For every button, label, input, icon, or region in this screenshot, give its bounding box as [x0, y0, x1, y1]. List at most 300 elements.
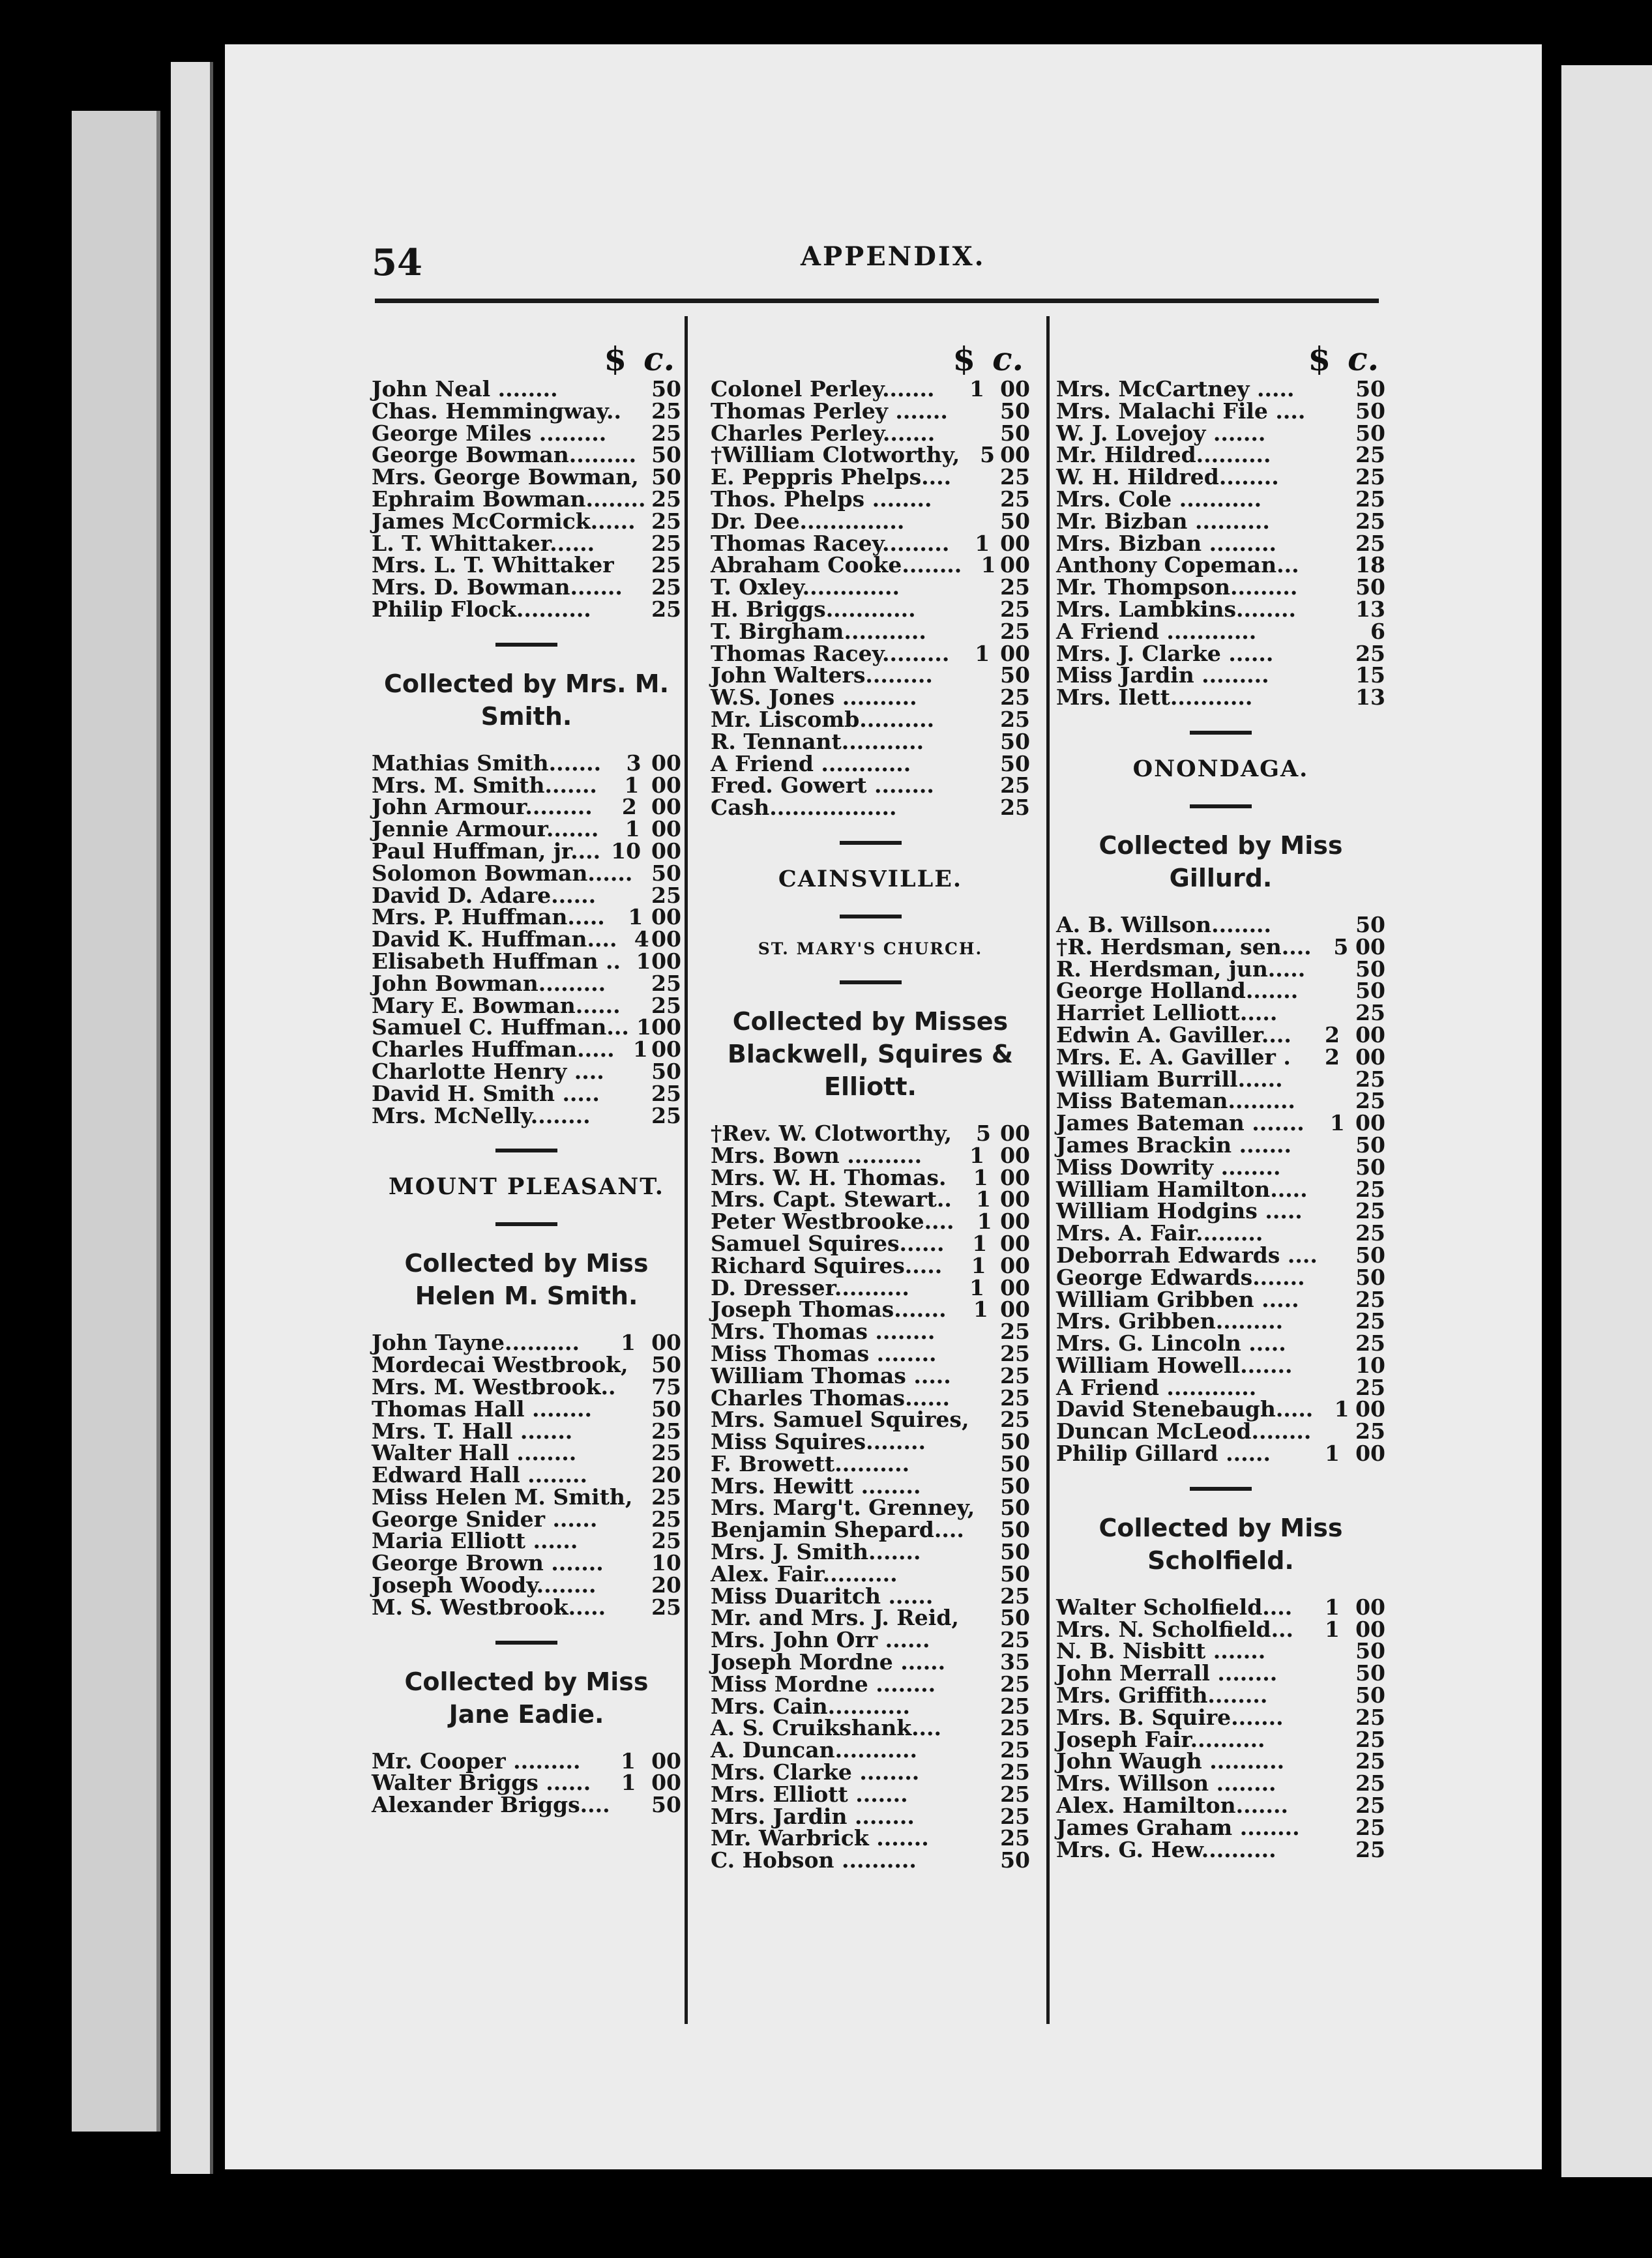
donor-cents: 25: [1355, 1220, 1385, 1246]
donor-cents: 25: [1355, 508, 1385, 534]
donor-entry: [711, 1387, 1030, 1409]
donor-cents: 25: [1000, 1583, 1030, 1609]
donor-entry: [1056, 1420, 1385, 1443]
column-2: [711, 332, 1030, 1871]
donor-dollars: 1: [975, 1186, 991, 1212]
donor-name: Joseph Mordne ......: [711, 1649, 946, 1675]
donor-entry: [1056, 1046, 1385, 1068]
facing-page-edge: [1561, 65, 1652, 2177]
donor-cents: 6: [1370, 618, 1385, 644]
donor-cents: 50: [1000, 1561, 1030, 1587]
donor-name: Walter Scholfield....: [1056, 1594, 1293, 1620]
donor-name: Paul Huffman, jr....: [372, 838, 601, 864]
donor-dollars: 5: [1333, 933, 1349, 960]
donor-name: Thomas Perley .......: [711, 398, 948, 424]
donor-entry: [1056, 640, 1385, 666]
donor-cents: 25: [651, 574, 681, 600]
donor-dollars: 1: [969, 1142, 984, 1168]
donor-name: David K. Huffman....: [372, 926, 617, 952]
donor-cents: 50: [1355, 1264, 1385, 1290]
donor-dollars: 5: [976, 1120, 991, 1146]
donor-name: Mrs. Jardin ........: [711, 1803, 915, 1829]
donor-entry: [1056, 1640, 1385, 1662]
donor-name: Miss Dowrity ........: [1056, 1154, 1281, 1180]
donor-cents: 25: [1355, 1770, 1385, 1796]
donor-entry: [711, 1783, 1030, 1806]
donor-cents: 25: [651, 596, 681, 622]
section-divider: [495, 1641, 557, 1645]
church-heading: ST. MARY'S CHURCH.: [758, 939, 983, 958]
donor-cents: 25: [1355, 1308, 1385, 1334]
donor-cents: 00: [1000, 1230, 1030, 1256]
donor-cents: 25: [1355, 464, 1385, 490]
donor-dollars: 1: [1334, 1396, 1350, 1422]
column-3: [1056, 332, 1385, 1860]
donor-cents: 25: [1355, 486, 1385, 512]
donor-name: Mr. Liscomb..........: [711, 706, 935, 732]
donor-name: William Hamilton.....: [1056, 1176, 1308, 1202]
donor-name: Duncan McLeod........: [1056, 1418, 1312, 1444]
donor-name: George Holland.......: [1056, 978, 1299, 1004]
donor-cents: 25: [1355, 1374, 1385, 1400]
donor-name: James Brackin .......: [1056, 1132, 1292, 1158]
donor-name: Edwin A. Gaviller....: [1056, 1021, 1291, 1048]
donor-entry: [372, 1772, 681, 1794]
donor-dollars: 1: [975, 640, 990, 666]
donor-name: †R. Herdsman, sen....: [1056, 933, 1312, 960]
donor-entry: [711, 1673, 1030, 1695]
donor-name: David H. Smith .....: [372, 1080, 600, 1106]
donor-entry: [372, 1486, 681, 1508]
donor-entry: [372, 818, 681, 840]
donor-cents: 50: [1000, 750, 1030, 776]
donor-entry: [711, 664, 1030, 686]
donor-name: A Friend ............: [1056, 1374, 1257, 1400]
donor-entry: [1056, 686, 1385, 709]
donor-name: L. T. Whittaker......: [372, 530, 595, 556]
donor-entry: [1056, 510, 1385, 533]
donor-cents: 25: [651, 992, 681, 1018]
donor-cents: 50: [1355, 1132, 1385, 1158]
donor-entry: [711, 1695, 1030, 1718]
donor-name: David Stenebaugh.....: [1056, 1396, 1314, 1422]
donor-name: Mathias Smith.......: [372, 750, 602, 776]
donor-entry: [372, 840, 681, 862]
donor-cents: 50: [1355, 978, 1385, 1004]
donor-entry: [1056, 1068, 1385, 1091]
donor-dollars: 1: [977, 1209, 992, 1235]
donor-name: Mrs. Marg't. Grenney,: [711, 1495, 975, 1521]
donor-name: †William Clotworthy,: [711, 442, 960, 468]
donor-cents: 50: [1355, 574, 1385, 600]
donor-list: [1056, 378, 1385, 709]
donor-cents: 00: [651, 1770, 681, 1796]
donor-cents: 25: [1355, 640, 1385, 666]
donor-cents: 25: [1355, 1726, 1385, 1752]
donor-entry: [711, 1519, 1030, 1541]
donor-name: Elisabeth Huffman ..: [372, 948, 621, 974]
donor-entry: [711, 400, 1030, 422]
donor-entry: [1056, 1176, 1385, 1202]
donor-cents: 25: [651, 530, 681, 556]
donor-entry: [372, 1058, 681, 1084]
donor-entry: [1056, 1352, 1385, 1378]
donor-cents: 00: [1355, 1616, 1385, 1642]
donor-cents: 25: [651, 1080, 681, 1106]
section-heading: Collected by Miss Scholfield.: [1099, 1513, 1343, 1575]
donor-entry: [372, 928, 681, 950]
place-heading: ONONDAGA.: [1132, 755, 1309, 782]
donor-cents: 20: [651, 1462, 681, 1488]
donor-entry: [711, 728, 1030, 754]
donor-dollars: 10: [611, 838, 642, 864]
donor-cents: 50: [1000, 508, 1030, 534]
donor-dollars: 1: [1325, 1441, 1340, 1467]
donor-cents: 00: [651, 1014, 681, 1040]
donor-cents: 00: [651, 926, 681, 952]
donor-cents: 25: [1000, 464, 1030, 490]
donor-entry: [711, 750, 1030, 776]
donor-name: George Bowman.........: [372, 442, 637, 468]
donor-name: Thomas Hall ........: [372, 1396, 592, 1422]
donor-entry: [1056, 554, 1385, 576]
donor-entry: [1056, 1704, 1385, 1730]
donor-name: T. Birgham...........: [711, 618, 926, 644]
donor-cents: 25: [1000, 618, 1030, 644]
donor-entry: [372, 488, 681, 510]
donor-cents: 25: [1000, 574, 1030, 600]
donor-entry: [711, 1340, 1030, 1366]
donor-name: Richard Squires.....: [711, 1252, 943, 1278]
donor-name: M. S. Westbrook.....: [372, 1594, 606, 1620]
donor-name: Thomas Racey.........: [711, 640, 950, 666]
place-heading: CAINSVILLE.: [778, 865, 963, 892]
section-heading: Collected by Misses Blackwell, Squires & Elliott.: [727, 1006, 1014, 1101]
donor-entry: [372, 862, 681, 885]
donor-cents: 10: [1355, 1352, 1385, 1378]
donor-entry: [1056, 1156, 1385, 1179]
donor-entry: [1056, 1398, 1385, 1420]
donor-entry: [711, 1497, 1030, 1519]
donor-name: Mrs. John Orr ......: [711, 1627, 930, 1653]
donor-dollars: 1: [621, 1330, 636, 1356]
donor-name: †Rev. W. Clotworthy,: [711, 1120, 952, 1146]
section-divider: [1190, 1487, 1252, 1491]
donor-cents: 50: [1355, 420, 1385, 446]
donor-entry: [1056, 1332, 1385, 1355]
donor-cents: 25: [651, 1506, 681, 1532]
donor-cents: 25: [1355, 1418, 1385, 1444]
donor-cents: 00: [1000, 1142, 1030, 1168]
donor-dollars: 4: [634, 926, 649, 952]
donor-cents: 25: [1355, 1066, 1385, 1092]
section-heading: Collected by Mrs. M. Smith.: [384, 669, 669, 731]
donor-cents: 50: [1000, 1495, 1030, 1521]
donor-name: John Armour.........: [372, 794, 593, 820]
donor-entry: [711, 1431, 1030, 1453]
donor-name: A. Duncan...........: [711, 1737, 918, 1763]
donor-name: Mrs. L. T. Whittaker: [372, 552, 614, 578]
donor-cents: 00: [1000, 1274, 1030, 1300]
donor-name: Miss Bateman.........: [1056, 1088, 1295, 1114]
donor-cents: 25: [1355, 1176, 1385, 1202]
donor-entry: [1056, 1684, 1385, 1707]
donor-entry: [372, 1552, 681, 1574]
donor-entry: [711, 706, 1030, 732]
donor-cents: 50: [1355, 956, 1385, 982]
donor-cents: 50: [1355, 398, 1385, 424]
donor-name: John Bowman.........: [372, 970, 606, 996]
donor-cents: 50: [1000, 1450, 1030, 1476]
donor-cents: 25: [1000, 1781, 1030, 1807]
donor-cents: 25: [1000, 1737, 1030, 1763]
donor-name: Jennie Armour.......: [372, 816, 599, 842]
donor-name: Mrs. McCartney .....: [1056, 376, 1295, 402]
donor-name: Chas. Hemmingway..: [372, 398, 621, 424]
donor-name: Mrs. A. Fair.........: [1056, 1220, 1263, 1246]
donor-name: Mrs. Griffith........: [1056, 1682, 1268, 1708]
donor-entry: [711, 1164, 1030, 1190]
donor-entry: [372, 422, 681, 445]
donor-entry: [711, 1607, 1030, 1629]
donor-entry: [1056, 466, 1385, 488]
donor-name: Mrs. Samuel Squires,: [711, 1407, 969, 1433]
donor-entry: [372, 1354, 681, 1376]
donor-list: [1056, 1596, 1385, 1861]
donor-dollars: 5: [980, 442, 996, 468]
donor-name: Anthony Copeman...: [1056, 552, 1299, 578]
column-divider-2: [1046, 316, 1050, 2024]
donor-entry: [711, 444, 1030, 466]
column-2-header: [711, 332, 1030, 378]
donor-entry: [1056, 1616, 1385, 1642]
donor-cents: 00: [1355, 1110, 1385, 1136]
donor-cents: 00: [1355, 1441, 1385, 1467]
donor-name: Mrs. B. Squire.......: [1056, 1704, 1284, 1730]
donor-name: Peter Westbrooke....: [711, 1209, 954, 1235]
donor-entry: [372, 1332, 681, 1354]
donor-dollars: 1: [981, 552, 996, 578]
donor-name: W. J. Lovejoy .......: [1056, 420, 1266, 446]
donor-cents: 50: [651, 1058, 681, 1084]
donor-cents: 50: [1000, 1605, 1030, 1631]
donor-name: John Walters.........: [711, 662, 933, 688]
donor-name: James McCormick......: [372, 508, 636, 534]
donor-name: Samuel Squires......: [711, 1230, 945, 1256]
donor-cents: 50: [1000, 398, 1030, 424]
underlying-page-edge: [72, 111, 160, 2132]
donor-entry: [711, 1210, 1030, 1233]
donor-entry: [372, 796, 681, 818]
donor-entry: [711, 554, 1030, 576]
donor-cents: 25: [1000, 772, 1030, 799]
donor-entry: [372, 400, 681, 422]
section-heading: Collected by Miss Helen M. Smith.: [404, 1249, 649, 1311]
donor-cents: 25: [1355, 1704, 1385, 1730]
donor-cents: 00: [1000, 376, 1030, 402]
donor-name: Joseph Woody........: [372, 1572, 597, 1598]
donor-cents: 25: [1000, 1759, 1030, 1785]
donor-name: Miss Mordne ........: [711, 1671, 936, 1697]
donor-name: John Neal ........: [372, 376, 558, 402]
donor-name: Mrs. Gribben.........: [1056, 1308, 1284, 1334]
donor-name: Mrs. E. A. Gaviller .: [1056, 1044, 1291, 1070]
donor-cents: 25: [1000, 1825, 1030, 1851]
donor-cents: 25: [1000, 1803, 1030, 1829]
donor-name: D. Dresser..........: [711, 1274, 909, 1300]
donor-entry: [711, 640, 1030, 666]
donor-entry: [372, 530, 681, 556]
donor-name: William Hodgins .....: [1056, 1198, 1303, 1224]
donor-entry: [372, 378, 681, 400]
donor-entry: [372, 510, 681, 533]
donor-cents: 25: [1000, 795, 1030, 821]
donor-name: William Burrill......: [1056, 1066, 1283, 1092]
donor-entry: [1056, 1662, 1385, 1684]
donor-cents: 25: [1000, 486, 1030, 512]
donor-name: Mrs. J. Smith.......: [711, 1539, 921, 1565]
donor-cents: 00: [651, 794, 681, 820]
donor-list: [1056, 911, 1385, 1467]
donor-entry: [711, 1321, 1030, 1343]
donor-cents: 50: [1355, 1154, 1385, 1180]
donor-cents: 25: [1355, 1814, 1385, 1840]
donor-cents: 25: [1000, 596, 1030, 622]
donor-entry: [711, 530, 1030, 556]
donor-entry: [711, 488, 1030, 510]
donor-cents: 00: [651, 838, 681, 864]
donor-name: T. Oxley.............: [711, 574, 900, 600]
column-1-header: [372, 332, 681, 378]
donor-entry: [711, 1298, 1030, 1321]
donor-cents: 25: [1000, 1671, 1030, 1697]
donor-cents: 25: [1000, 684, 1030, 711]
donor-name: Mr. and Mrs. J. Reid,: [711, 1605, 959, 1631]
donor-entry: [1056, 1286, 1385, 1312]
section-divider: [840, 980, 902, 984]
donor-entry: [711, 576, 1030, 598]
donor-entry: [711, 1563, 1030, 1585]
donor-list: [372, 1750, 681, 1816]
donor-cents: 00: [1000, 530, 1030, 556]
donor-name: George Brown .......: [372, 1550, 604, 1576]
donor-cents: 13: [1355, 684, 1385, 711]
donor-name: Charlotte Henry ....: [372, 1058, 604, 1084]
donor-name: Mr. Hildred..........: [1056, 442, 1271, 468]
cents-heading: c.: [1348, 340, 1379, 378]
donor-entry: [711, 1739, 1030, 1761]
donor-name: Benjamin Shepard....: [711, 1517, 964, 1543]
donor-cents: 25: [1355, 530, 1385, 556]
donor-cents: 75: [651, 1373, 681, 1400]
dollar-heading: $: [604, 340, 627, 378]
page-number: 54: [372, 241, 422, 284]
donor-name: Mrs. G. Lincoln .....: [1056, 1330, 1286, 1356]
donor-cents: 00: [1000, 1297, 1030, 1323]
donor-entry: [1056, 1814, 1385, 1840]
donor-cents: 25: [1000, 1362, 1030, 1388]
donor-name: Mrs. Willson ........: [1056, 1770, 1276, 1796]
donor-name: George Edwards.......: [1056, 1264, 1305, 1290]
donor-cents: 50: [1000, 1847, 1030, 1873]
column-3-header: [1056, 332, 1385, 378]
donor-name: Edward Hall ........: [372, 1462, 587, 1488]
donor-entry: [1056, 1772, 1385, 1795]
donor-cents: 25: [651, 486, 681, 512]
donor-dollars: 2: [621, 794, 637, 820]
donor-cents: 25: [1000, 1715, 1030, 1741]
donor-cents: 25: [1000, 1385, 1030, 1411]
donor-entry: [711, 797, 1030, 819]
donor-name: Mrs. Lambkins........: [1056, 596, 1296, 622]
donor-cents: 15: [1355, 662, 1385, 688]
section-divider: [1190, 731, 1252, 735]
donor-name: Colonel Perley.......: [711, 376, 935, 402]
donor-entry: [372, 1102, 681, 1128]
donor-name: Mrs. Elliott .......: [711, 1781, 908, 1807]
donor-entry: [711, 598, 1030, 621]
cents-heading: c.: [643, 340, 675, 378]
donor-cents: 50: [1000, 1473, 1030, 1499]
donor-cents: 50: [651, 376, 681, 402]
donor-entry: [372, 906, 681, 928]
donor-name: Walter Briggs ......: [372, 1770, 591, 1796]
donor-entry: [372, 444, 681, 466]
donor-name: Abraham Cooke........: [711, 552, 962, 578]
donor-cents: 25: [1355, 1286, 1385, 1312]
donor-entry: [372, 1016, 681, 1038]
donor-entry: [711, 1142, 1030, 1168]
donor-name: N. B. Nisbitt .......: [1056, 1638, 1266, 1664]
donor-cents: 25: [1355, 1330, 1385, 1356]
donor-cents: 50: [1355, 911, 1385, 937]
donor-entry: [372, 598, 681, 621]
donor-entry: [1056, 980, 1385, 1002]
donor-cents: 50: [651, 464, 681, 490]
donor-dollars: 1: [632, 1036, 648, 1063]
donor-name: Mrs. Cain...........: [711, 1693, 911, 1719]
donor-name: Walter Hall ........: [372, 1440, 577, 1466]
donor-entry: [1056, 1222, 1385, 1244]
donor-entry: [372, 992, 681, 1018]
donor-name: Miss Duaritch ......: [711, 1583, 934, 1609]
donor-name: Miss Jardin .........: [1056, 662, 1269, 688]
donor-entry: [372, 1530, 681, 1552]
donor-entry: [711, 422, 1030, 445]
donor-dollars: 1: [636, 948, 651, 974]
donor-entry: [1056, 576, 1385, 598]
donor-name: Philip Flock..........: [372, 596, 591, 622]
donor-name: Harriet Lelliott.....: [1056, 1000, 1278, 1026]
donor-entry: [711, 1803, 1030, 1829]
donor-dollars: 2: [1325, 1044, 1340, 1070]
donor-name: John Merrall ........: [1056, 1660, 1278, 1686]
donor-entry: [1056, 911, 1385, 937]
donor-entry: [1056, 1726, 1385, 1752]
donor-name: Miss Squires........: [711, 1429, 926, 1455]
donor-entry: [711, 1849, 1030, 1871]
donor-name: John Tayne..........: [372, 1330, 580, 1356]
donor-name: R. Tennant...........: [711, 728, 924, 754]
donor-dollars: 1: [971, 1252, 986, 1278]
donor-cents: 25: [1355, 1793, 1385, 1819]
donor-cents: 10: [651, 1550, 681, 1576]
donor-cents: 25: [1355, 1088, 1385, 1114]
donor-name: Deborrah Edwards ....: [1056, 1242, 1318, 1268]
donor-name: James Bateman .......: [1056, 1110, 1305, 1136]
donor-name: Mrs. Malachi File ....: [1056, 398, 1306, 424]
donor-entry: [711, 1274, 1030, 1300]
